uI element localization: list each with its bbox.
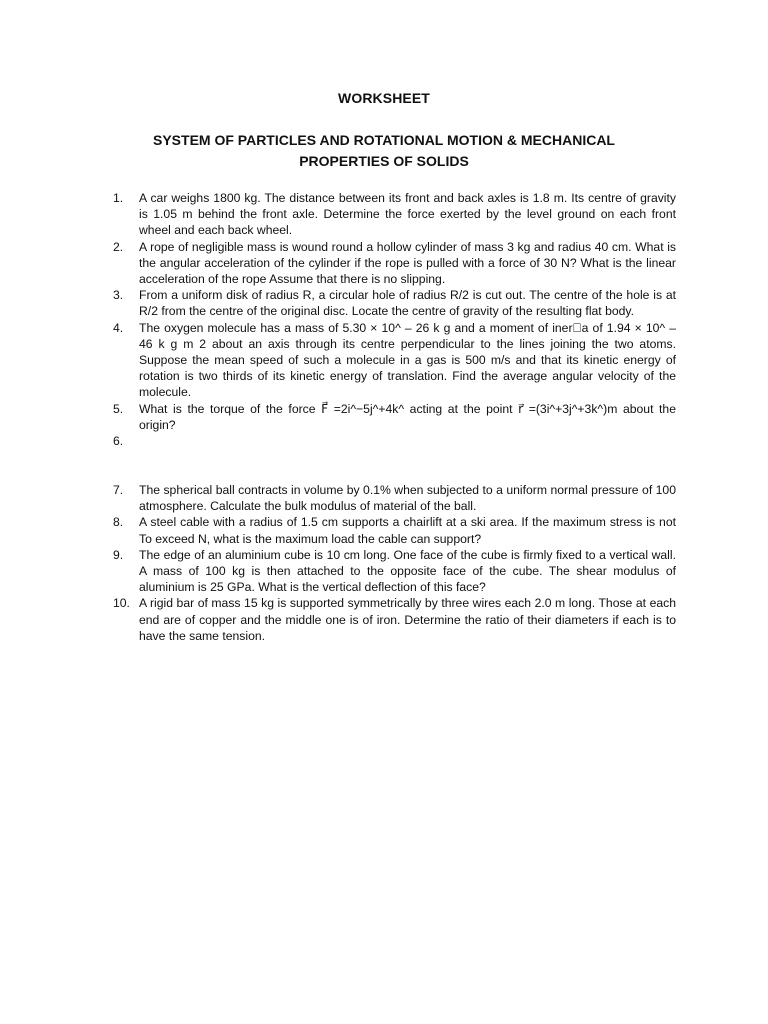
question-text: From a uniform disk of radius R, a circular hole of radius R/2 is cut out. The centre of the hole is at R/2 from the centre of the original disc. Locate the centre of gravity of the resulting flat body. <box>139 288 676 319</box>
question-text: A rigid bar of mass 15 kg is supported symmetrically by three wires each 2.0 m long. Those at each end are of copper and the middle one is of iron. Determine the ratio of their diameters if each is to have the same tension. <box>139 596 676 643</box>
question-number: 4. <box>113 320 124 335</box>
question-item-9 <box>113 547 676 596</box>
question-item-10 <box>113 595 676 644</box>
question-number: 5. <box>113 401 124 416</box>
question-item-5 <box>113 401 676 433</box>
question-list <box>113 190 676 644</box>
question-text: A steel cable with a radius of 1.5 cm supports a chairlift at a ski area. If the maximum stress is not To exceed N, what is the maximum load the cable can support? <box>139 515 676 546</box>
question-item-1 <box>113 190 676 239</box>
question-item-6 <box>113 433 676 482</box>
worksheet-title: WORKSHEET <box>338 90 430 106</box>
question-text: A car weighs 1800 kg. The distance between its front and back axles is 1.8 m. Its centre of gravity is 1.05 m behind the front axle. Determine the force exerted by the level ground on each front wheel and each back wheel. <box>139 191 676 238</box>
question-text: A rope of negligible mass is wound round a hollow cylinder of mass 3 kg and radius 40 cm. What is the angular acceleration of the cylinder if the rope is pulled with a force of 30 N? What is the linear acceleration of the rope Assume that there is no slipping. <box>139 239 676 287</box>
question-item-8 <box>113 514 676 546</box>
question-item-7 <box>113 482 676 514</box>
question-number: 6. <box>113 434 124 449</box>
question-number: 1. <box>113 191 124 205</box>
question-text: What is the torque of the force F⃗ =2i^−5j^+4k^ acting at the point r⃗ =(3i^+3j^+3k^)m about the origin? <box>139 401 676 432</box>
question-number: 10. <box>113 596 130 611</box>
question-text: The oxygen molecule has a mass of 5.30 × 10^ – 26 k g and a moment of iner a of 1.94 × 10^ – 46 k g m 2 about an axis through its centre perpendicular to the lines joining the two atoms. Suppose the mean speed of such a molecule in a gas is 500 m/s and that its kinetic energy of rotation is two thirds of its kinetic energy of translation. Find the average angular velocity of the molecule. <box>139 320 676 400</box>
question-number: 2. <box>113 239 124 254</box>
question-item-3 <box>113 287 676 319</box>
question-text: The edge of an aluminium cube is 10 cm long. One face of the cube is firmly fixed to a vertical wall. A mass of 100 kg is then attached to the opposite face of the cube. The shear modulus of aluminium is 25 GPa. What is the vertical deflection of this face? <box>139 547 676 595</box>
question-number: 9. <box>113 547 124 562</box>
question-item-2 <box>113 239 676 288</box>
question-number: 7. <box>113 483 124 498</box>
question-number: 3. <box>113 288 124 303</box>
worksheet-subtitle: SYSTEM OF PARTICLES AND ROTATIONAL MOTION & MECHANICAL PROPERTIES OF SOLIDS <box>153 132 615 169</box>
question-text: The spherical ball contracts in volume by 0.1% when subjected to a uniform normal pressure of 100 atmosphere. Calculate the bulk modulus of material of the ball. <box>139 483 676 514</box>
question-number: 8. <box>113 515 124 530</box>
question-item-4 <box>113 320 676 401</box>
